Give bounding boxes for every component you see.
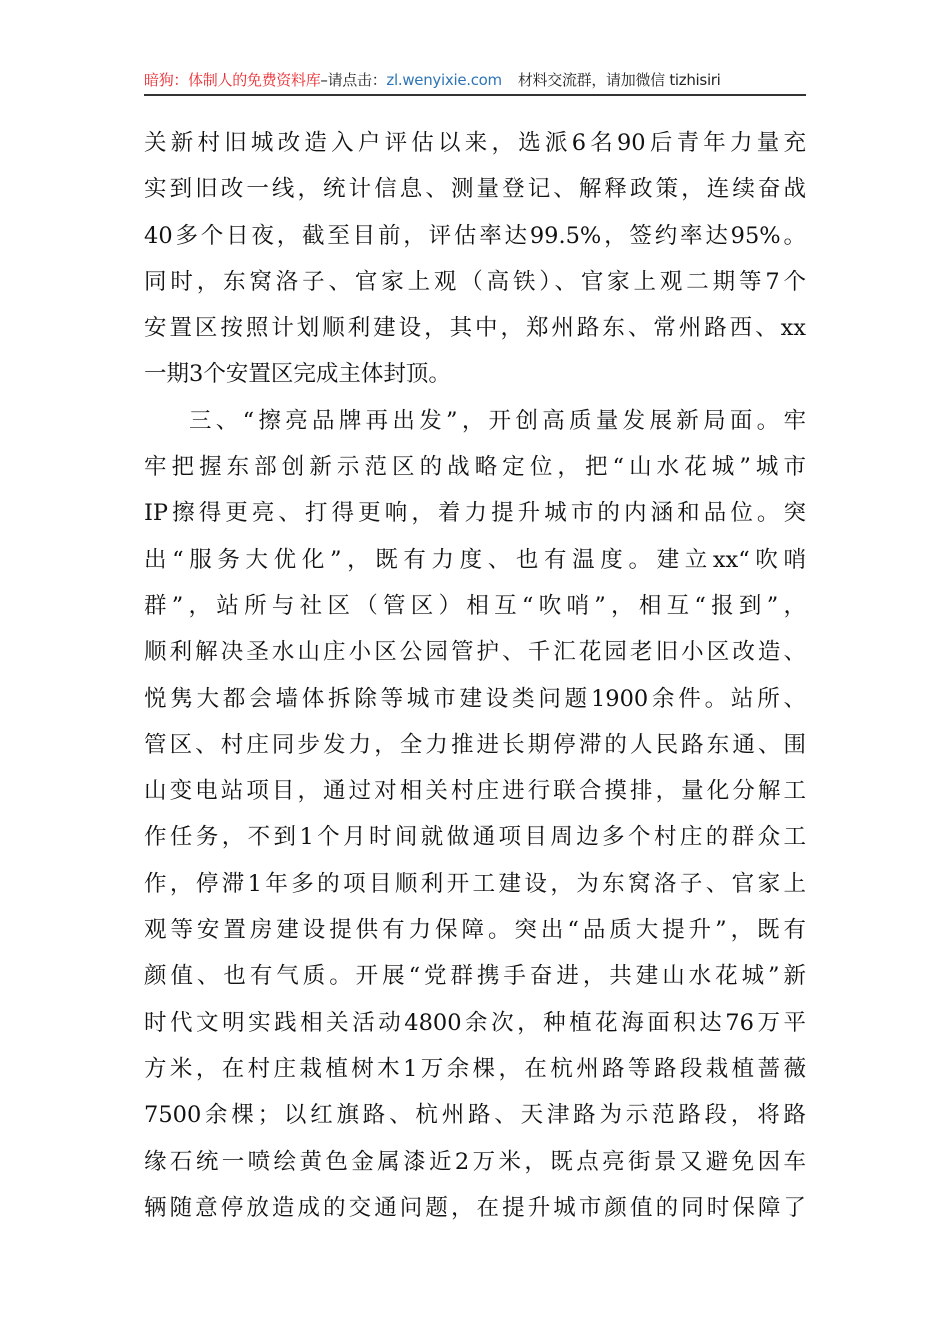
header-group-note: 材料交流群，请加微信 tizhisiri [517,71,721,89]
paragraph-1 [144,120,806,398]
text-line: 顺利解决圣水山庄小区公园管护、千汇花园老旧小区改造、 [144,639,806,666]
text-line: 时代文明实践相关活动4800余次，种植花海面积达76万平 [144,1009,806,1036]
text-line: 群”，站所与社区（管区）相互“吹哨”，相互“报到”， [144,592,806,619]
text-line: 管区、村庄同步发力，全力推进长期停滞的人民路东通、围 [144,731,806,758]
header-prompt: –请点击： [320,71,387,89]
text-line: 出“服务大优化”，既有力度、也有温度。建立xx“吹哨 [144,546,806,573]
text-line: 一期3个安置区完成主体封顶。 [144,361,451,388]
text-line: 7500余棵；以红旗路、杭州路、天津路为示范路段，将路 [144,1102,806,1129]
text-line: 安置区按照计划顺利建设，其中，郑州路东、常州路西、xx [144,315,806,342]
text-line: 作，停滞1年多的项目顺利开工建设，为东窝洛子、官家上 [144,870,806,897]
header-divider [144,94,806,96]
text-line: IP擦得更亮、打得更响，着力提升城市的内涵和品位。突 [144,500,806,527]
text-line: 关新村旧城改造入户评估以来，选派6名90后青年力量充 [144,130,806,156]
text-line: 缘石统一喷绘黄色金属漆近2万米，既点亮街景又避免因车 [144,1148,806,1175]
page-header [144,66,806,94]
document-body [144,120,806,1231]
text-line: 辆随意停放造成的交通问题，在提升城市颜值的同时保障了 [144,1194,806,1221]
text-line: 山变电站项目，通过对相关村庄进行联合摸排，量化分解工 [144,778,806,805]
text-line: 颜值、也有气质。开展“党群携手奋进，共建山水花城”新 [144,963,806,990]
text-line: 方米，在村庄栽植树木1万余棵，在杭州路等路段栽植蔷薇 [144,1055,806,1082]
text-line: 实到旧改一线，统计信息、测量登记、解释政策，连续奋战 [144,176,806,203]
text-line: 牢把握东部创新示范区的战略定位，把“山水花城”城市 [144,454,806,481]
header-brand: 暗狗：体制人的免费资料库 [144,71,321,89]
header-link[interactable]: zl.wenyixie.com [386,71,502,89]
text-line: 作任务，不到1个月时间就做通项目周边多个村庄的群众工 [144,824,806,851]
paragraph-2 [144,398,806,1231]
text-line: 40多个日夜，截至目前，评估率达99.5%，签约率达95%。 [144,222,806,249]
text-line: 三、“擦亮品牌再出发”，开创高质量发展新局面。牢 [189,407,806,434]
text-line: 观等安置房建设提供有力保障。突出“品质大提升”，既有 [144,917,806,944]
text-line: 悦隽大都会墙体拆除等城市建设类问题1900余件。站所、 [144,685,806,712]
text-line: 同时，东窝洛子、官家上观（高铁）、官家上观二期等7个 [144,268,806,295]
